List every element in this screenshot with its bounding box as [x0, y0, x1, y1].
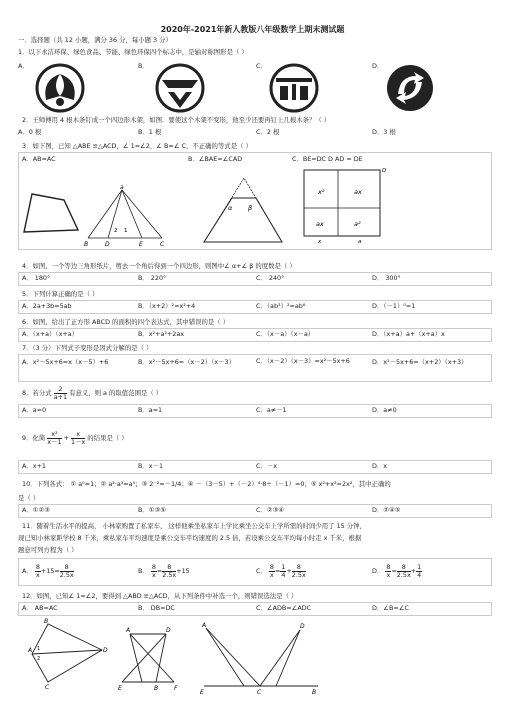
label-angle-2: 2 [37, 656, 41, 662]
page-title: 2020年-2021年新人教版八年级数学上期末测试题 [160, 25, 345, 34]
crossed-triangles-figure [118, 626, 198, 692]
q3-option-c: C．BE=DC D AD = DE [292, 155, 363, 163]
q9-fraction-1 [47, 431, 61, 446]
q11-c-plus: + [286, 567, 292, 575]
q11-option-c-label: C． [256, 567, 267, 575]
options-row-q5 [18, 300, 492, 314]
label-ax-bottom: ax [316, 220, 324, 228]
q1-option-a: A． [18, 62, 29, 70]
label-c: C [45, 684, 50, 691]
q11-option-b-label: B． [138, 567, 149, 575]
q9-stem-suffix: 的结果是（ ） [87, 434, 128, 442]
green-food-logo-icon [152, 62, 212, 114]
question-1-stem: 1．以下永洁环保、绿色食品、节能、绿色环保四个标志中，是轴对称图形是（ ） [18, 48, 248, 56]
q1-option-b: B． [138, 62, 149, 70]
q4-option-b: B． 220° [138, 274, 167, 282]
q11-option-c [256, 562, 306, 580]
q8-option-c: C．a≠－1 [256, 406, 287, 414]
question-6-stem: 6．如图，给出了正方形 ABCD 的面积的四个表达式，其中错误的是（ ） [22, 318, 230, 326]
q7-option-b: B．x²－5x+6=（x－2）（x－3） [138, 358, 235, 366]
q12-option-d: D．∠B=∠C [372, 604, 409, 612]
question-5-stem: 5．下列计算正确的是（ ） [22, 290, 99, 298]
q11-d-plus: + [410, 567, 417, 575]
q8-option-a: A．a=0 [22, 406, 47, 414]
q11-c-num-3: 8 [292, 564, 306, 572]
question-12-stem: 12．如图，已知∠ 1=∠2，要得到 △ABD ≌△ACD，从下列条件中补选一个，则错误选法是（ ） [22, 592, 298, 600]
q12-option-b: B． DB=DC [138, 604, 175, 612]
q11-d-den-1: x [386, 570, 391, 579]
q4-option-d: D． 300° [372, 274, 401, 282]
q8-fraction-denominator: a+1 [53, 392, 68, 401]
q11-b-operator: = [156, 567, 163, 575]
label-e: E [139, 241, 143, 248]
q9-fraction-1-numerator: x² [47, 431, 61, 439]
q3-option-a: A．AB=AC [22, 155, 56, 163]
q2-option-a: A．0 根 [18, 128, 42, 136]
label-b: B [312, 689, 317, 696]
q11-c-den-2: 4 [281, 570, 286, 579]
kite-abdc-figure [28, 618, 108, 691]
square-area-figure [300, 164, 392, 244]
q6-option-d: D．（x+a）a+（x+a）x [372, 330, 445, 338]
q9-option-d: D．x [372, 462, 388, 470]
q11-b-num-1: 8 [151, 562, 156, 571]
q11-b-den-1: x [151, 570, 156, 579]
label-d: D [103, 647, 108, 654]
q12-option-c: C．∠ADB=∠ADC [256, 604, 312, 612]
q11-c-operator: = [274, 567, 281, 575]
section-heading: 一．选择题（共 12 小题，满分 36 分，每小题 3 分） [18, 36, 172, 44]
q11-a-num-2: 8 [60, 564, 74, 572]
q11-option-d-label: D． [372, 567, 384, 575]
options-row-q4 [18, 272, 492, 286]
q5-option-d: D．（－1）⁰=1 [372, 302, 416, 310]
label-a: A [202, 622, 207, 629]
q8-option-d: D．a≠0 [372, 406, 397, 414]
q11-d-operator: = [391, 567, 397, 575]
q10-option-c: C．②③④ [256, 506, 285, 514]
q6-option-b: B．x²+a²+2ax [138, 330, 185, 338]
q11-b-num-2: 8 [162, 564, 176, 572]
q6-option-a: A．（x+a）（x+a） [22, 330, 79, 338]
label-a: a [358, 239, 362, 245]
q7-option-c: C．（x－2）（x－3）=x²－5x+6 [256, 357, 350, 365]
label-b: B [44, 618, 49, 625]
question-2-stem: 2．王师傅用 4 根木条钉成一个四边形木架，如图．要使这个木架不变形，他至少还要再钉上几根木条？（ ） [22, 116, 331, 124]
label-b: B [84, 241, 89, 248]
q5-option-a: A．2a+3b=5ab [22, 302, 72, 310]
q11-d-den-2: 2.5x [396, 570, 411, 579]
q9-plus-sign: + [63, 434, 69, 442]
label-a: A [28, 647, 33, 654]
q11-d-den-3: 4 [417, 570, 422, 579]
label-d: D [166, 627, 171, 634]
question-4-stem: 4．如图，一个等边三角形纸片，剪去一个角后得到一个四边形，则图中∠ α+∠ β 的度数是（ ） [22, 262, 296, 270]
label-d: D [300, 623, 305, 630]
question-10-stem: 10．下列各式： ① a⁰=1；② a²·a³=a⁵；③ 2⁻²=－1/4；④ －（3－5）+（－2）⁴·8÷（－1）=0；⑤ x²+x²=2x²，其中正确的 [22, 480, 391, 488]
triangle-abe-acd-figure [84, 182, 170, 248]
q11-option-a [22, 562, 74, 580]
question-7-stem: 7．（3 分）下列式子变形是因式分解的是（ ） [22, 344, 153, 352]
label-a-squared: a² [354, 220, 361, 228]
label-x-squared: x² [318, 188, 325, 196]
label-c: C [257, 689, 262, 696]
q9-fraction-2-denominator: 1－x [71, 437, 86, 446]
label-c: C [160, 241, 165, 248]
q5-option-c: C．（ab³）²=ab⁶ [256, 302, 306, 310]
q11-a-den-1: x [35, 570, 40, 579]
q8-stem-suffix: 有意义，则 a 的取值范围是（ ） [69, 389, 163, 397]
label-e: E [118, 685, 122, 692]
q11-a-num-1: 8 [35, 562, 40, 571]
q2-option-c: C．2 根 [256, 128, 280, 136]
q11-d-num-3: 1 [417, 562, 422, 571]
q11-option-a-label: A． [22, 567, 33, 575]
cut-triangle-figure [202, 172, 286, 246]
options-row-q12 [18, 602, 492, 616]
question-8-stem [22, 384, 162, 402]
q11-d-num-2: 8 [397, 564, 411, 572]
q9-option-c: C．－x [256, 462, 278, 470]
q2-option-d: D．3 根 [372, 128, 396, 136]
q11-c-den-1: x [270, 570, 274, 579]
q11-d-num-1: 8 [386, 562, 391, 571]
q6-option-c: C．（x－a）（x－a） [256, 330, 315, 338]
energy-saving-logo-icon [266, 62, 326, 114]
label-x: x [318, 239, 322, 245]
question-3-stem: 3．如下图，已知 △ABE ≌△ACD，∠ 1=∠2，∠ B=∠ C，不正确的等式是（ ） [22, 142, 252, 150]
q10-option-d: D．②④⑤ [372, 506, 401, 514]
q7-option-d: D．x²－5x+6=（x+2）（x+3） [372, 358, 468, 366]
label-angle-1: 1 [37, 646, 41, 652]
label-b: B [154, 685, 159, 692]
triangles-on-line-figure [200, 620, 324, 696]
options-row-q10 [18, 504, 492, 518]
q9-option-a: A．x+1 [22, 462, 46, 470]
q8-fraction [54, 386, 67, 401]
eco-logo-icon [32, 62, 92, 114]
q12-option-a: A． AB=AC [22, 604, 58, 612]
label-ax-top: ax [354, 188, 362, 196]
q9-fraction-1-denominator: x－1 [47, 437, 62, 446]
question-11-line-3: 题意可列方程为（ ） [18, 546, 78, 554]
q11-b-den-2: 2.5x [162, 570, 177, 579]
q1-option-d: D． [372, 62, 384, 70]
q11-b-tail: +15 [176, 567, 190, 575]
q3-option-b: B．∠BAE=∠CAD [188, 155, 243, 163]
q4-option-a: A． 180° [22, 274, 51, 282]
label-beta: β [248, 204, 253, 212]
q5-option-b: B．（x+2）²=x²+4 [138, 302, 196, 310]
q4-option-c: C． 240° [256, 274, 285, 282]
label-a: a [120, 184, 124, 191]
label-alpha: α [228, 204, 233, 212]
q11-c-num-1: 8 [269, 562, 274, 571]
q11-option-d [372, 562, 422, 580]
q1-option-c: C． [256, 62, 267, 70]
q9-fraction-2-numerator: x [71, 431, 85, 439]
q11-option-b [138, 562, 190, 580]
label-f: F [174, 685, 178, 692]
label-d: D [382, 168, 387, 174]
question-9-stem [22, 428, 128, 448]
q9-stem-prefix: 9．化简 [22, 434, 46, 442]
q11-c-den-3: 2.5x [291, 570, 306, 579]
options-row-q9 [18, 460, 492, 474]
label-angle-2: 2 [114, 228, 118, 234]
recycle-logo-icon [382, 62, 442, 114]
q9-fraction-2 [71, 431, 85, 446]
q10-option-b: B．①③⑤ [138, 506, 166, 514]
question-11-line-1: 11．随着生活水平的提高， 小林家购置了私家车， 这样他乘坐私家车上学比乘坐公交车上学所需的时间少用了 15 分钟， [22, 522, 366, 530]
label-a: A [126, 627, 131, 634]
q8-stem-prefix: 8．若分式 [22, 389, 52, 397]
q8-option-b: B．a=1 [138, 406, 163, 414]
q10-option-a: A．①②③ [22, 506, 50, 514]
question-11-line-2: 现已知小林家距学校 8 千米，乘私家车平均速度是乘公交车平均速度的 2.5 倍，若设乘公交车平均每小时走 x 千米，根据 [18, 534, 362, 542]
options-row-q8 [18, 404, 492, 418]
quadrilateral-figure [22, 190, 82, 236]
label-angle-1: 1 [124, 228, 128, 234]
q8-fraction-numerator: 2 [54, 386, 67, 394]
q11-a-operator: +15= [40, 567, 60, 575]
label-e: E [200, 689, 204, 696]
question-10-stem-continued: 是（ ） [18, 494, 40, 502]
label-d: D [105, 241, 110, 248]
q9-option-b: B．x－1 [138, 462, 164, 470]
q7-option-a: A．x²－5x+6=x（x－5）+6 [22, 358, 109, 366]
q2-option-b: B．1 根 [138, 128, 162, 136]
q11-c-num-2: 1 [281, 562, 286, 571]
q11-a-den-2: 2.5x [59, 570, 74, 579]
